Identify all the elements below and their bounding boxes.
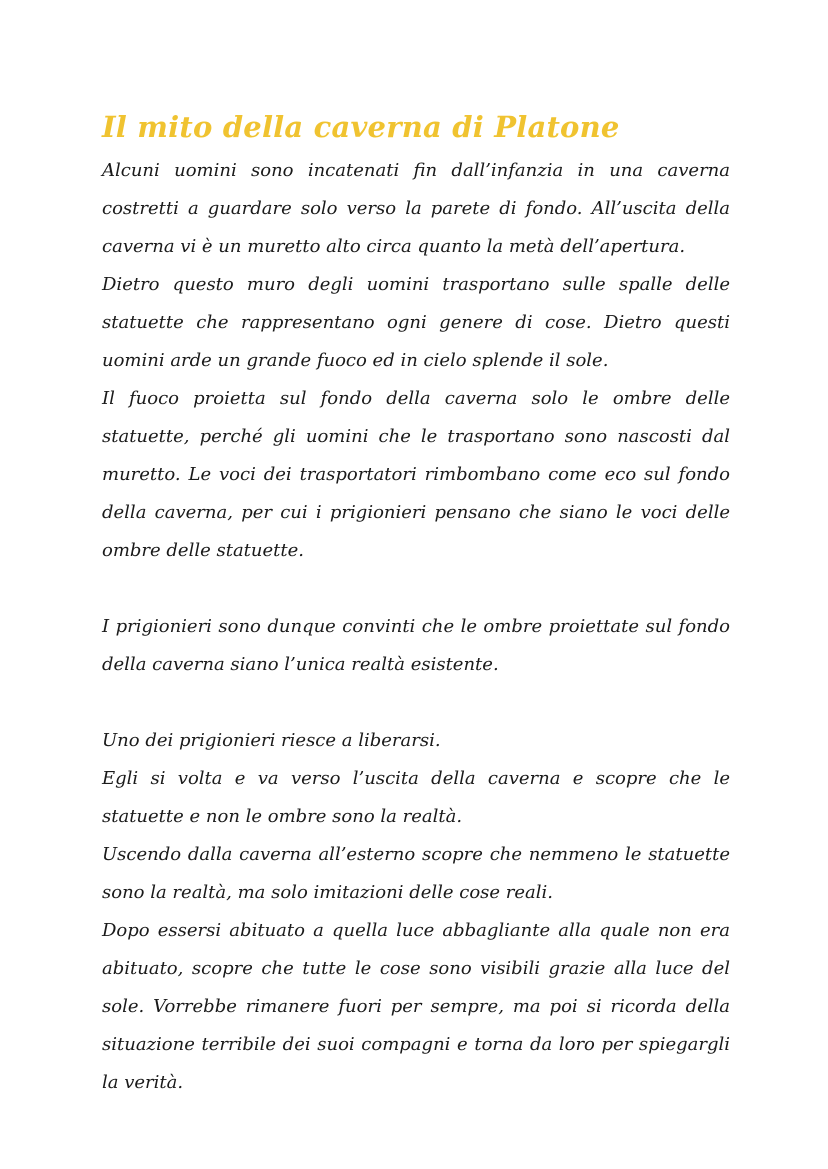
paragraph-prisoners-belief: I prigionieri sono dunque convinti che le ombre proiettate sul fondo della caverna siano l’unica realtà esistente. <box>102 616 730 675</box>
paragraph-shadows-and-echo: Il fuoco proietta sul fondo della caverna solo le ombre delle statuette, perché gli uomini che le trasportano sono nascosti dal muretto. Le voci dei trasportatori rimbombano come eco sul fondo della caverna, per cui i prigionieri pensano che siano le voci delle ombre delle statuette. <box>102 388 730 561</box>
paragraph-prisoner-frees-himself: Uno dei prigionieri riesce a liberarsi. <box>102 730 441 751</box>
paragraph-spacer <box>102 684 730 722</box>
paragraph-spacer <box>102 570 730 608</box>
paragraph-chained-men: Alcuni uomini sono incatenati fin dall’infanzia in una caverna costretti a guardare solo verso la parete di fondo. All’uscita della caverna vi è un muretto alto circa quanto la metà dell’apertura. <box>102 160 730 257</box>
paragraph-statuettes-and-fire: Dietro questo muro degli uomini trasportano sulle spalle delle statuette che rappresentano ogni genere di cose. Dietro questi uomini arde un grande fuoco ed in cielo splende il sole. <box>102 274 730 371</box>
document-title: Il mito della caverna di Platone <box>102 110 620 144</box>
paragraph-outside-cave: Uscendo dalla caverna all’esterno scopre che nemmeno le statuette sono la realtà, ma solo imitazioni delle cose reali. <box>102 844 730 903</box>
paragraph-turns-to-exit: Egli si volta e va verso l’uscita della caverna e scopre che le statuette e non le ombre sono la realtà. <box>102 768 730 827</box>
document-body <box>102 104 730 1102</box>
paragraph-sunlight-and-return: Dopo essersi abituato a quella luce abbagliante alla quale non era abituato, scopre che tutte le cose sono visibili grazie alla luce del sole. Vorrebbe rimanere fuori per sempre, ma poi si ricorda della situazione terribile dei suoi compagni e torna da loro per spiegargli la verità. <box>102 920 730 1093</box>
